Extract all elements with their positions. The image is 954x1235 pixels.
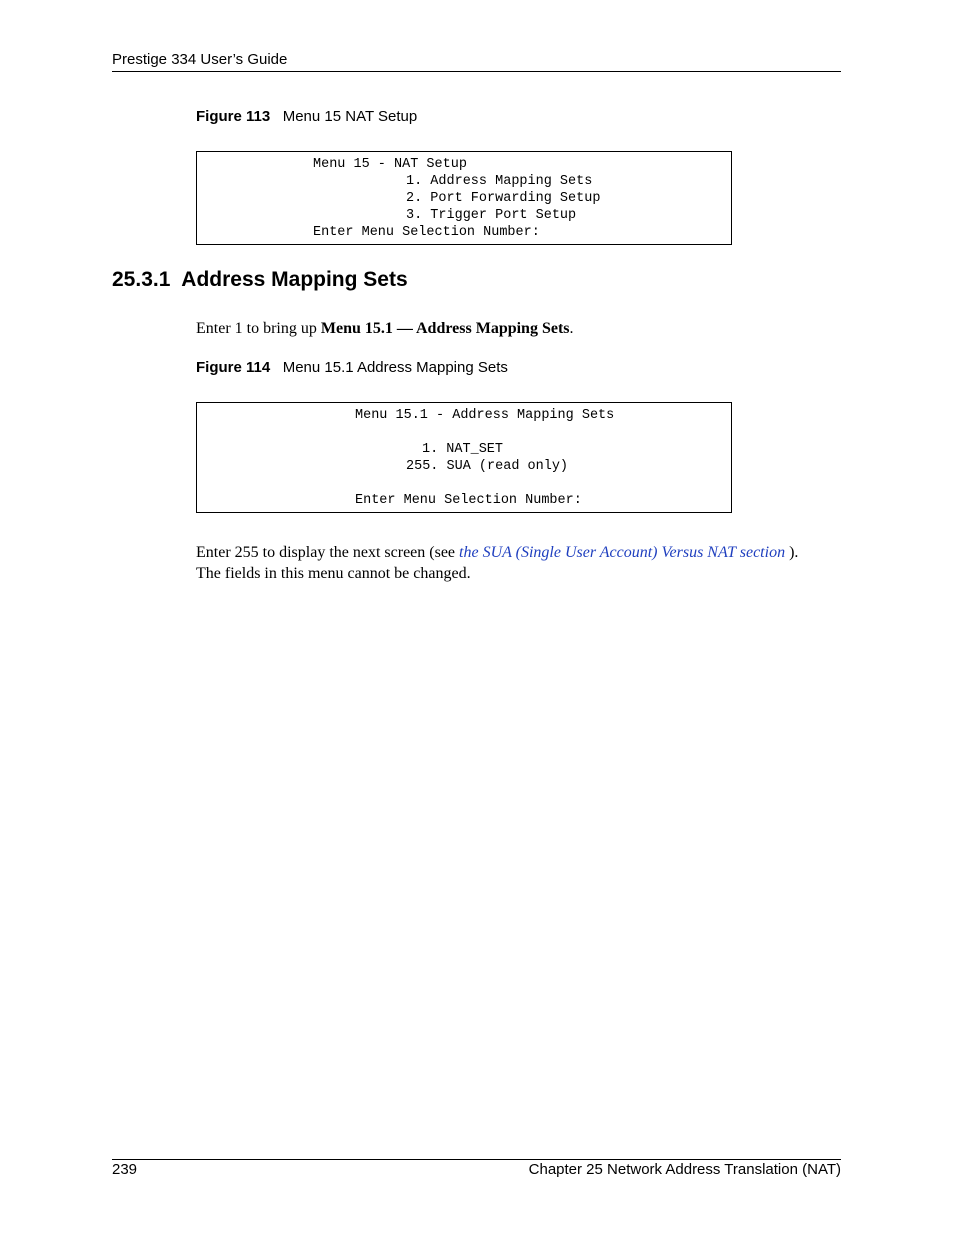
menu-reference: Menu 15.1 — Address Mapping Sets: [320, 320, 570, 337]
screen-line: Menu 15.1 - Address Mapping Sets: [355, 408, 615, 423]
screen-line: 255. SUA (read only): [406, 459, 569, 474]
screen-line: 1. Address Mapping Sets: [406, 174, 593, 189]
section-heading: 25.3.1 Address Mapping Sets: [112, 268, 408, 291]
figure-114-screen: [196, 402, 732, 513]
closing-suffix: ).: [789, 544, 799, 561]
figure-113-label: Figure 113: [196, 108, 271, 125]
figure-113-caption: [196, 108, 417, 125]
screen-line: Enter Menu Selection Number:: [355, 493, 582, 508]
intro-prefix: Enter 1 to bring up: [196, 320, 321, 337]
closing-paragraph-line-2: The fields in this menu cannot be changed.: [196, 565, 471, 582]
figure-114-caption: [196, 359, 508, 376]
figure-113-title: Menu 15 NAT Setup: [282, 108, 418, 125]
page-number: 239: [112, 1161, 138, 1178]
screen-line: Menu 15 - NAT Setup: [313, 157, 467, 172]
screen-line: 2. Port Forwarding Setup: [406, 191, 601, 206]
running-header-title: Prestige 334 User’s Guide: [112, 51, 288, 68]
footer-rule: [112, 1159, 841, 1160]
intro-suffix: .: [569, 320, 574, 337]
screen-line: 1. NAT_SET: [422, 442, 504, 457]
header-rule: [112, 71, 841, 72]
figure-114-title: Menu 15.1 Address Mapping Sets: [282, 359, 508, 376]
screen-line: Enter Menu Selection Number:: [313, 225, 540, 240]
closing-prefix: Enter 255 to display the next screen (see: [196, 544, 460, 561]
sua-versus-nat-link[interactable]: the SUA (Single User Account) Versus NAT section: [459, 544, 790, 561]
chapter-title: Chapter 25 Network Address Translation (NAT): [528, 1161, 841, 1178]
figure-113-screen: [196, 151, 732, 245]
intro-paragraph: [196, 318, 574, 339]
closing-paragraph-line-1: [196, 542, 798, 563]
screen-line: 3. Trigger Port Setup: [406, 208, 577, 223]
figure-114-label: Figure 114: [196, 359, 271, 376]
